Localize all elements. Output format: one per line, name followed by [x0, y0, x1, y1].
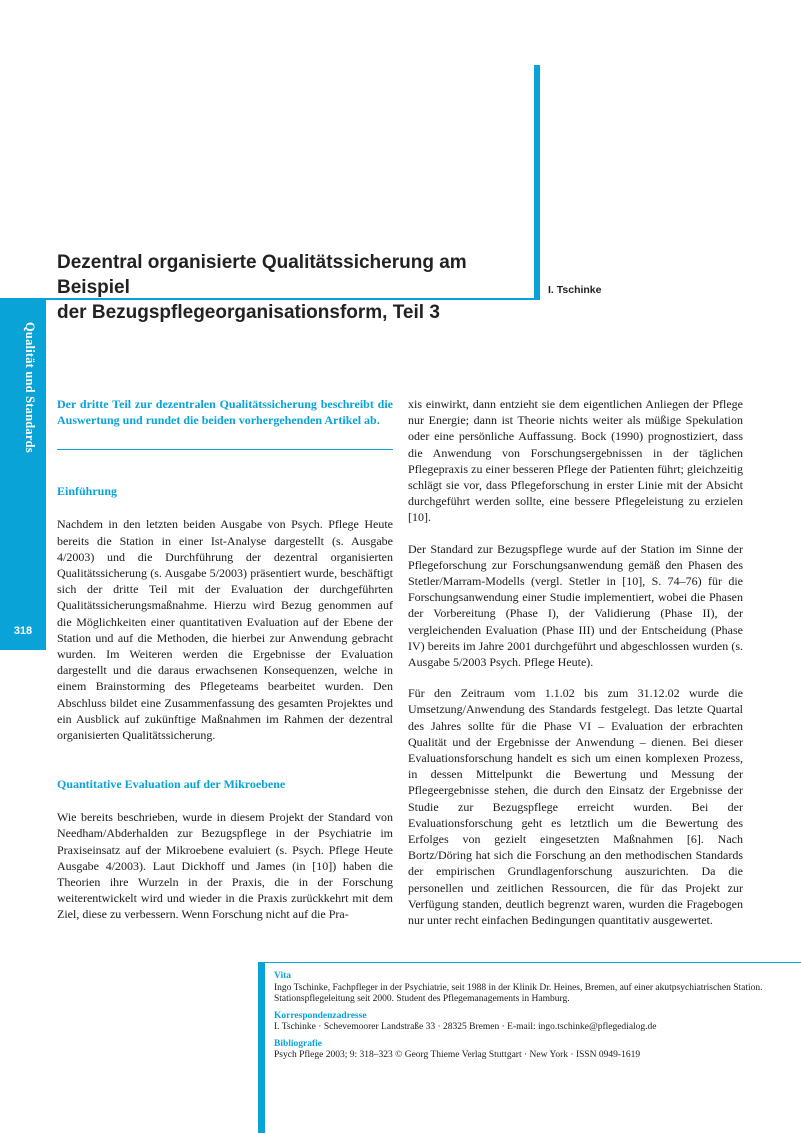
- article-title: [57, 250, 537, 325]
- correspondence-label: Korrespondenzadresse: [274, 1010, 367, 1021]
- paragraph: Für den Zeitraum vom 1.1.02 bis zum 31.12.02 wurde die Umsetzung/Anwendung des Standards festgelegt. Das letzte Quartal des Jahres sollte für die Phase VI – Evaluation der erbrachten Qualität und der Ergebnisse der Anwendung – dienen. Bei dieser Evaluationsforschung handelt es sich um einen komplexen Prozess, in dessen Mittelpunkt die Bewertung und Messung der Pflegeergebnisse stehen, die durch den Einsatz der Ergebnisse der Studie zur Bezugspflege erreicht wurden. Bei der Evaluationsforschung geht es letztlich um die Bewertung des Erfolges von gezielt eingesetzten Maßnahmen [6]. Nach Bortz/Döring hat sich die Forschung an den methodischen Standards der empirischen Grundlagenforschung auszurichten. Da die personellen und zeitlichen Ressourcen, die für das Projekt zur Verfügung standen, deutlich begrenzt waren, wurden die Fragebogen nur unter recht einfachen Bedingungen quantitativ ausgewertet.: [408, 686, 743, 928]
- author-info-box: [274, 971, 774, 1067]
- section-heading-quantitative: Quantitative Evaluation auf der Mikroebene: [57, 777, 286, 792]
- paragraph: Der Standard zur Bezugspflege wurde auf der Station im Sinne der Pflegeforschung zur Forschungsanwendung gemäß den Phasen des Stetler/Marram-Modells (vergl. Stetler in [10], S. 74–76) für die Forschungsanwendung einer Studie implementiert, wobei die Phasen der Vorbereitung (Phase I), der Validierung (Phase II), der vergleichenden Evaluation (Phase III) und der Entscheidung (Phase IV) bereits im Jahre 2001 durchgeführt und abgeschlossen wurden (s. Ausgabe 5/2003 Psych. Pflege Heute).: [408, 541, 743, 670]
- quantitative-paragraph: Wie bereits beschrieben, wurde in diesem Projekt der Standard von Needham/Abderhalden zur Bezugspflege in der Psychiatrie im Praxiseinsatz auf der Mikroebene evaluiert (s. Psych. Pflege Heute Ausgabe 4/2003). Laut Dickhoff und James (in [10]) haben die Theorien ihre Wurzeln in der Praxis, die in der Forschung weiterentwickelt wird und wieder in die Praxis zurückkehrt mit dem Ziel, diese zu verbessern. Wenn Forschung nicht auf die Pra-: [57, 810, 393, 922]
- correspondence-text: I. Tschinke · Schevemoorer Landstraße 33 · 28325 Bremen · E-mail: ingo.tschinke@pflegedialog.de: [274, 1022, 657, 1032]
- vita-label: Vita: [274, 971, 292, 981]
- section-label: Qualität und Standards: [23, 322, 37, 453]
- column-right: [408, 396, 743, 928]
- author: I. Tschinke: [548, 284, 602, 296]
- title-line-2: der Bezugspflegeorganisationsform, Teil 3: [57, 302, 440, 323]
- title-line-1: Dezentral organisierte Qualitätssicherung am Beispiel: [57, 252, 467, 298]
- vita-text: Ingo Tschinke, Fachpfleger in der Psychiatrie, seit 1988 in der Klinik Dr. Heines, Bremen, auf einer akutpsychiatrischen Station. Stationspflegeleitung seit 2000. Student des Pflegemanagements in Hamburg.: [274, 982, 763, 1004]
- footer-accent-bar: [258, 962, 265, 1133]
- column-left: [57, 396, 393, 923]
- bibliography-text: Psych Pflege 2003; 9: 318–323 © Georg Thieme Verlag Stuttgart · New York · ISSN 0949-1619: [274, 1050, 641, 1060]
- bibliography-label: Bibliografie: [274, 1038, 323, 1049]
- page-number: 318: [13, 625, 33, 637]
- section-heading-intro: Einführung: [57, 484, 118, 499]
- intro-paragraph: Nachdem in den letzten beiden Ausgabe von Psych. Pflege Heute bereits die Station in einer Ist-Analyse dargestellt (s. Ausgabe 4/2003) und die Durchführung der dezentral organisierten Qualitätssicherung (s. Ausgabe 5/2003) präsentiert wurde, beschäftigt sich der dritte Teil mit der Evaluation der durchgeführten Qualitätssicherungsmaßnahme. Hierzu wird Bezug genommen auf die Möglichkeiten einer quantitativen Evaluation auf der Ebene der Station und auf die Methoden, die hierbei zur Anwendung gebracht wurden. Im Weiteren werden die Ergebnisse der Evaluation dargestellt und die daraus erwachsenen Konsequenzen, welche in einem Brainstorming des Pflegeteams bearbeitet wurden. Den Abschluss bildet eine Zusammenfassung des gesamten Projektes und ein Ausblick auf zukünftige Maßnahmen im Rahmen der dezentral organisierten Qualitätssicherung.: [57, 517, 393, 743]
- paragraph: xis einwirkt, dann entzieht sie dem eigentlichen Anliegen der Pflege nur Energie; dann ist Theorie nichts weiter als müßige Spekulation oder eine persönliche Auffassung. Bock (1990) prognostiziert, dass die Anwendung von Forschungsergebnissen in der täglichen Pflegepraxis zu einer besseren Pflege der Patienten führt; gleichzeitig schlägt sie vor, dass Pflegeforschung in erster Linie mit der Absicht durchgeführt werden sollte, eine bessere Pflegeleistung zu erzielen [10].: [408, 397, 743, 525]
- abstract: Der dritte Teil zur dezentralen Qualitätssicherung beschreibt die Auswertung und rundet die beiden vorhergehenden Artikel ab.: [57, 397, 393, 428]
- footer-rule: [258, 962, 801, 963]
